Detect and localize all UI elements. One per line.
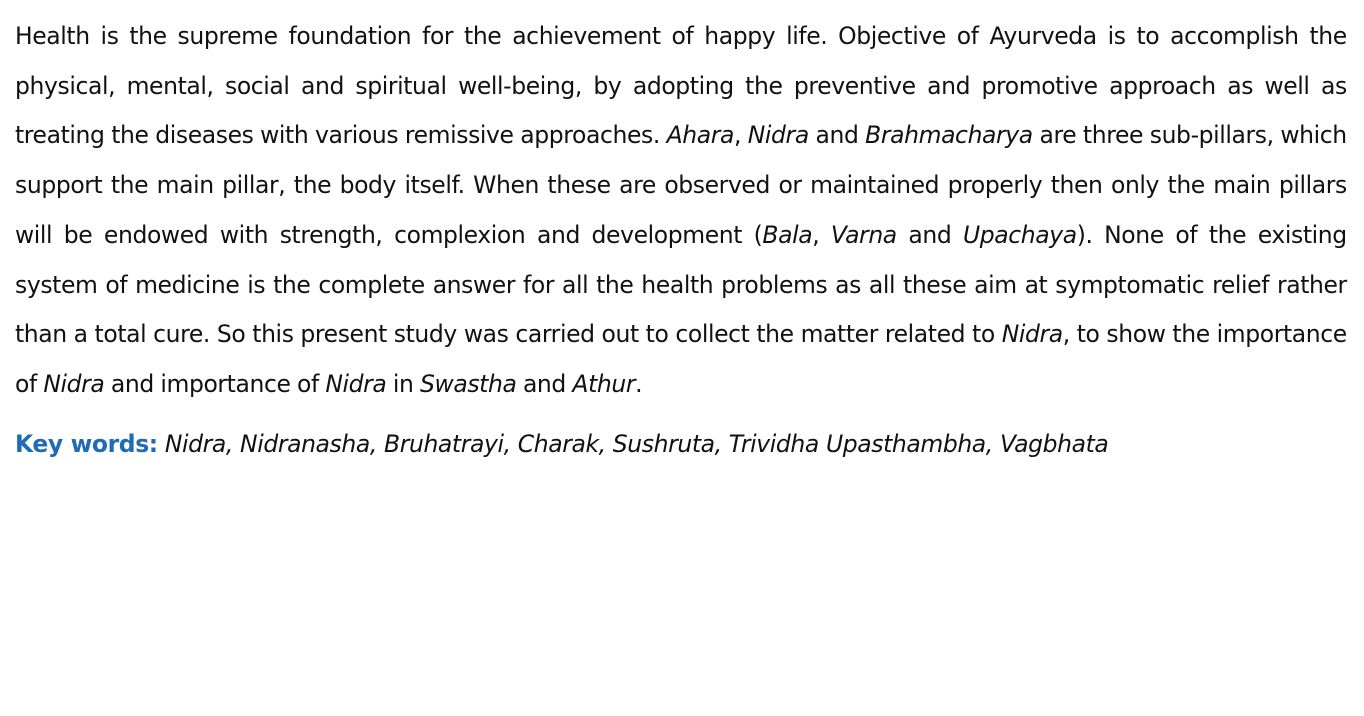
abstract-end-period: . bbox=[635, 369, 643, 398]
term-nidra: Nidra bbox=[747, 121, 809, 150]
abstract-sentence-2: are three sub-pillars, which support the main pillar, the body itself. When these are observed or maintained properly then only the main pillars will be endowed with strength, complexion and development ( bbox=[15, 121, 1347, 249]
term-athur: Athur bbox=[572, 369, 636, 398]
keywords-label: Key words: bbox=[15, 429, 158, 458]
keywords-line bbox=[15, 428, 1304, 460]
abstract-sentence-4: , to show the importance of bbox=[15, 320, 1347, 398]
term-swastha: Swastha bbox=[420, 369, 517, 398]
term-upachaya: Upachaya bbox=[962, 220, 1077, 249]
abstract-word-and: and bbox=[522, 369, 566, 398]
term-nidra: Nidra bbox=[325, 369, 387, 398]
term-nidra: Nidra bbox=[1001, 320, 1063, 349]
abstract-sentence-1: Health is the supreme foundation for the achievement of happy life. Objective of Ayurveda is to accomplish the physical, mental, social and spiritual well-being, by adopting the preventive and promotive approach as well as treating the diseases with various remissive approaches. bbox=[15, 22, 1347, 150]
term-bala: Bala bbox=[762, 220, 813, 249]
term-ahara: Ahara bbox=[666, 121, 734, 150]
abstract-sentence-5: and importance of bbox=[110, 369, 319, 398]
term-varna: Varna bbox=[830, 220, 897, 249]
abstract-sentence-3: ). None of the existing system of medicine is the complete answer for all the health problems as all these aim at symptomatic relief rather than a total cure. So this present study was carried out to collect the matter related to bbox=[15, 220, 1347, 349]
abstract-word-in: in bbox=[392, 369, 414, 398]
keywords-list: Nidra, Nidranasha, Bruhatrayi, Charak, Sushruta, Trividha Upasthambha, Vagbhata bbox=[164, 429, 1109, 458]
abstract-paragraph: Health is the supreme foundation for the achievement of happy life. Objective of Ayurveda is to accomplish the physical, mental, social and spiritual well-being, by adopting the preventive and promotive approach as well as treating the diseases with various remissive approaches. Ahara, Nidra and Brahmacharya are three sub-pillars, which support the main pillar, the body itself. When these are observed or maintained properly then only the main pillars will be endowed with strength, complexion and development (Bala, Varna and Upachaya). None of the existing system of medicine is the complete answer for all the health problems as all these aim at symptomatic relief rather than a total cure. So this present study was carried out to collect the matter related to Nidra, to show the importance of Nidra and importance of Nidra in Swastha and Athur. bbox=[15, 22, 1347, 398]
term-nidra: Nidra bbox=[43, 369, 105, 398]
term-brahmacharya: Brahmacharya bbox=[865, 121, 1033, 150]
